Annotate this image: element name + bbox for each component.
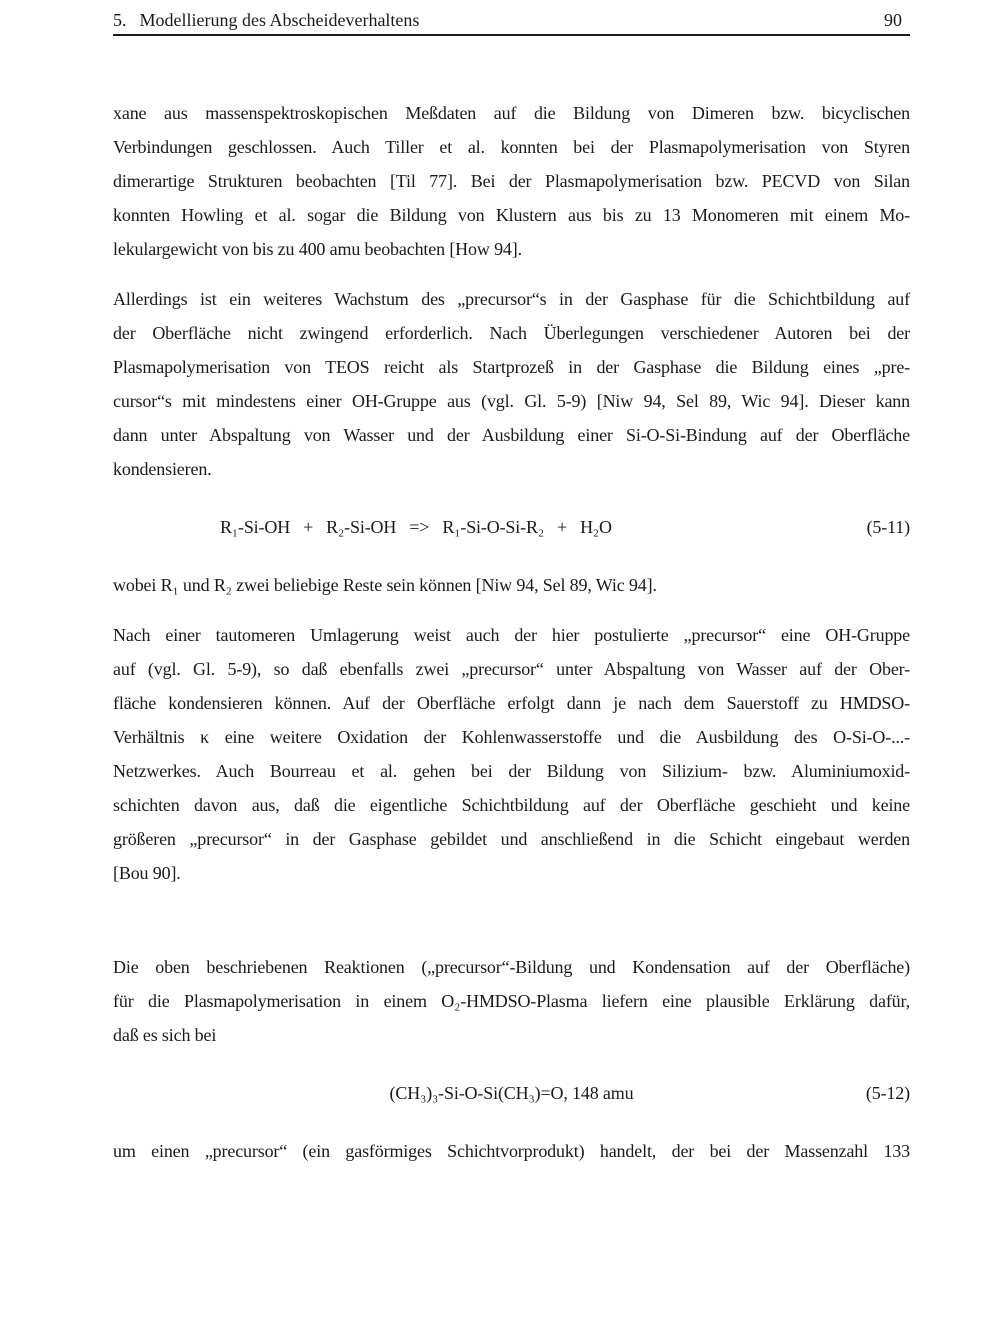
- text-line: fläche kondensieren können. Auf der Oberfläche erfolgt dann je nach dem Sauerstoff zu HMDSO-: [113, 693, 910, 713]
- text-line: konnten Howling et al. sogar die Bildung von Klustern aus bis zu 13 Monomeren mit einem Mo-: [113, 205, 910, 225]
- paragraph-dimer-formation: [113, 96, 910, 266]
- page-body: [113, 96, 910, 1168]
- chapter-title: Modellierung des Abscheideverhaltens: [139, 10, 420, 30]
- text-line: größeren „precursor“ in der Gasphase gebildet und anschließend in die Schicht eingebaut werden: [113, 829, 910, 849]
- chapter-number: 5.: [113, 10, 127, 30]
- text-line: wobei R₁ und R₂ zwei beliebige Reste sein können [Niw 94, Sel 89, Wic 94].: [113, 575, 657, 595]
- page-number: 90: [884, 10, 902, 30]
- text-line: kondensieren.: [113, 459, 212, 479]
- paragraph-precursor-growth: [113, 282, 910, 486]
- text-line: xane aus massenspektroskopischen Meßdaten auf die Bildung von Dimeren bzw. bicyclischen: [113, 103, 910, 123]
- equation-expression: (CH₃)₃-Si-O-Si(CH₃)=O, 148 amu: [389, 1083, 634, 1103]
- text-line: Allerdings ist ein weiteres Wachstum des „precursor“s in der Gasphase für die Schichtbildung auf: [113, 289, 910, 309]
- text-line: Die oben beschriebenen Reaktionen („precursor“-Bildung und Kondensation auf der Oberfläche): [113, 957, 910, 977]
- text-line: auf (vgl. Gl. 5-9), so daß ebenfalls zwei „precursor“ unter Abspaltung von Wasser auf der Ober-: [113, 659, 910, 679]
- text-line: Verbindungen geschlossen. Auch Tiller et al. konnten bei der Plasmapolymerisation von Styren: [113, 137, 910, 157]
- header-rule: [113, 34, 910, 36]
- text-line: lekulargewicht von bis zu 400 amu beobachten [How 94].: [113, 239, 522, 259]
- header-row: [113, 8, 910, 32]
- equation-expression: R₁-Si-OH + R₂-Si-OH => R₁-Si-O-Si-R₂ + H₂O: [220, 517, 612, 537]
- paragraph-reactions-explanation: [113, 950, 910, 1052]
- text-line: dimerartige Strukturen beobachten [Til 77]. Bei der Plasmapolymerisation bzw. PECVD von Silan: [113, 171, 910, 191]
- equation-number: (5-12): [865, 1083, 910, 1103]
- text-line: Plasmapolymerisation von TEOS reicht als Startprozeß in der Gasphase die Bildung eines „pre-: [113, 357, 910, 377]
- text-line: daß es sich bei: [113, 1025, 217, 1045]
- text-line: dann unter Abspaltung von Wasser und der Ausbildung einer Si-O-Si-Bindung auf der Oberfläche: [113, 425, 910, 445]
- equation-5-12: [113, 1076, 910, 1110]
- paragraph-precursor-mass: [113, 1134, 910, 1168]
- paragraph-wobei: [113, 568, 910, 602]
- equation-5-11: [113, 510, 910, 544]
- text-line: der Oberfläche nicht zwingend erforderlich. Nach Überlegungen verschiedener Autoren bei der: [113, 323, 910, 343]
- equation-number: (5-11): [866, 517, 910, 537]
- text-line: für die Plasmapolymerisation in einem O₂-HMDSO-Plasma liefern eine plausible Erklärung dafür,: [113, 991, 910, 1011]
- text-line: Nach einer tautomeren Umlagerung weist auch der hier postulierte „precursor“ eine OH-Gruppe: [113, 625, 910, 645]
- text-line: schichten davon aus, daß die eigentliche Schichtbildung auf der Oberfläche geschieht und keine: [113, 795, 910, 815]
- text-line: cursor“s mit mindestens einer OH-Gruppe aus (vgl. Gl. 5-9) [Niw 94, Sel 89, Wic 94]. Dieser kann: [113, 391, 910, 411]
- text-line: um einen „precursor“ (ein gasförmiges Schichtvorprodukt) handelt, der bei der Massenzahl 133: [113, 1141, 910, 1161]
- text-line: Verhältnis κ eine weitere Oxidation der Kohlenwasserstoffe und die Ausbildung des O-Si-O-...-: [113, 727, 910, 747]
- text-line: Netzwerkes. Auch Bourreau et al. gehen bei der Bildung von Silizium- bzw. Aluminiumoxid-: [113, 761, 910, 781]
- page-header: [0, 0, 1000, 36]
- text-line: [Bou 90].: [113, 863, 181, 883]
- paragraph-tautomer-condensation: [113, 618, 910, 890]
